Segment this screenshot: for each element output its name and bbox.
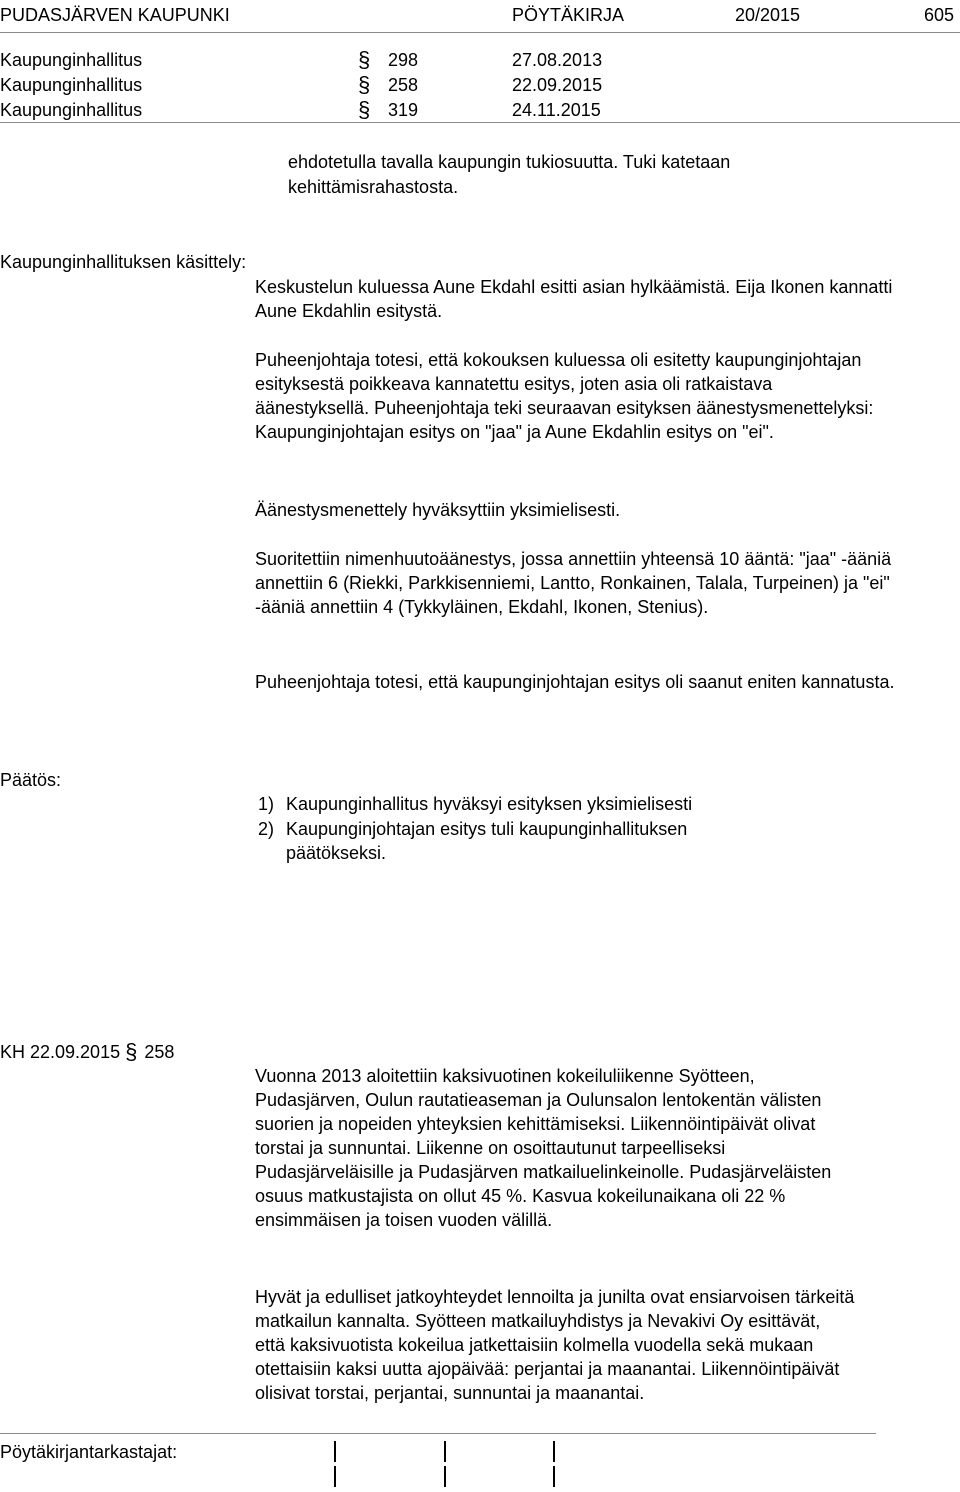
handling-paragraph: Suoritettiin nimenhuutoäänestys, jossa annettiin yhteensä 10 ääntä: "jaa" -ääniä annettiin 6 (Riekki, Parkkisenniemi, Lantto, Ronkainen, Talala, Turpeinen) ja "ei" -ääniä annettiin 4 (Tykkyläinen, Ekdahl, Ikonen, Stenius). bbox=[255, 549, 892, 617]
paragraph-symbol-icon: § bbox=[358, 72, 371, 97]
signature-line bbox=[444, 1466, 446, 1487]
document-type: PÖYTÄKIRJA bbox=[512, 5, 625, 25]
kh-section-date: KH 22.09.2015 bbox=[0, 1042, 121, 1062]
kh-section-paragraph: Hyvät ja edulliset jatkoyhteydet lennoilta ja junilta ovat ensiarvoisen tärkeitä matkailun kannalta. Syötteen matkailuyhdistys ja Nevakivi Oy esittävät, että kaksivuotista kokeilua jatkettaisiin kolmella vuodella sekä mukaan otettaisiin kaksi uutta ajopäivää: perjantai ja maanantai. Liikennöintipäivät olisivat torstai, perjantai, sunnuntai ja maanantai. bbox=[255, 1287, 855, 1403]
decision-item-text: Kaupunginhallitus hyväksyi esityksen yksimielisesti bbox=[286, 794, 693, 814]
reference-body: Kaupunginhallitus bbox=[0, 75, 143, 95]
kh-section-number: 258 bbox=[144, 1042, 175, 1062]
document-number: 20/2015 bbox=[735, 5, 801, 25]
paragraph-symbol-icon: § bbox=[358, 97, 371, 122]
signature-line bbox=[553, 1466, 555, 1487]
decision-item-number: 2) bbox=[258, 819, 275, 839]
continuation-line: ehdotetulla tavalla kaupungin tukiosuutta. Tuki katetaan bbox=[288, 152, 731, 172]
footer-divider bbox=[0, 1433, 876, 1434]
reference-number: 298 bbox=[388, 50, 419, 70]
footer-label: Pöytäkirjantarkastajat: bbox=[0, 1442, 178, 1462]
handling-paragraph: Keskustelun kuluessa Aune Ekdahl esitti asian hylkäämistä. Eija Ikonen kannatti Aune Ekdahlin esitystä. bbox=[255, 277, 893, 321]
signature-line bbox=[334, 1441, 336, 1462]
handling-paragraph: Äänestysmenettely hyväksyttiin yksimielisesti. bbox=[255, 500, 621, 520]
decision-label: Päätös: bbox=[0, 770, 62, 790]
handling-paragraph: Puheenjohtaja totesi, että kaupunginjohtajan esitys oli saanut eniten kannatusta. bbox=[255, 672, 895, 692]
reference-number: 319 bbox=[388, 100, 419, 120]
handling-label: Kaupunginhallituksen käsittely: bbox=[0, 252, 247, 272]
reference-date: 22.09.2015 bbox=[512, 75, 603, 95]
decision-item-text: Kaupunginjohtajan esitys tuli kaupunginhallituksen päätökseksi. bbox=[286, 819, 688, 863]
handling-paragraph: Puheenjohtaja totesi, että kokouksen kuluessa oli esitetty kaupunginjohtajan esityksestä poikkeava kannatettu esitys, joten asia oli ratkaistava äänestyksellä. Puheenjohtaja teki seuraavan esityksen äänestysmenettelyksi: Kaupunginjohtajan esitys on "jaa" ja Aune Ekdahlin esitys on "ei". bbox=[255, 350, 874, 442]
page-number: 605 bbox=[924, 5, 955, 25]
reference-body: Kaupunginhallitus bbox=[0, 50, 143, 70]
signature-line bbox=[444, 1441, 446, 1462]
references-divider bbox=[0, 122, 960, 123]
kh-section-label bbox=[0, 1040, 174, 1064]
reference-date: 27.08.2013 bbox=[512, 50, 603, 70]
paragraph-symbol-icon: § bbox=[358, 47, 371, 72]
signature-line bbox=[334, 1466, 336, 1487]
organization-name: PUDASJÄRVEN KAUPUNKI bbox=[0, 5, 230, 25]
reference-body: Kaupunginhallitus bbox=[0, 100, 143, 120]
reference-number: 258 bbox=[388, 75, 419, 95]
decision-item-number: 1) bbox=[258, 794, 275, 814]
continuation-line: kehittämisrahastosta. bbox=[288, 177, 459, 197]
reference-date: 24.11.2015 bbox=[512, 100, 601, 120]
signature-line bbox=[553, 1441, 555, 1462]
paragraph-symbol-icon: § bbox=[125, 1039, 138, 1064]
kh-section-paragraph: Vuonna 2013 aloitettiin kaksivuotinen kokeiluliikenne Syötteen, Pudasjärven, Oulun rautatieaseman ja Oulunsalon lentokentän välisten suorien ja nopeiden yhteyksien kehittämiseksi. Liikennöintipäivät olivat torstai ja sunnuntai. Liikenne on osoittautunut tarpeelliseksi Pudasjärveläisille ja Pudasjärven matkailuelinkeinolle. Pudasjärveläisten osuus matkustajista on ollut 45 %. Kasvua kokeilunaikana oli 22 % ensimmäisen ja toisen vuoden välillä. bbox=[255, 1066, 832, 1230]
header-divider bbox=[0, 32, 960, 33]
